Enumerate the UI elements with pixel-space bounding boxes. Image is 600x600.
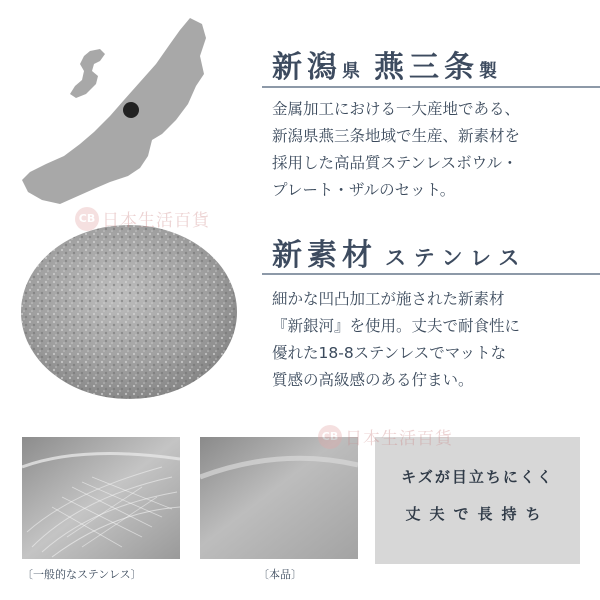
paragraph1-line: 新潟県燕三条地域で生産、新素材を: [272, 127, 521, 145]
regular-stainless-photo: [22, 437, 180, 559]
watermark: [75, 206, 210, 231]
feature-line-scratch-resistant: キズが目立ちにくく: [401, 468, 554, 486]
watermark-text: 日本生活百貨: [345, 429, 453, 449]
product-stainless-photo: [200, 437, 358, 559]
heading1-prefecture: 県: [342, 61, 362, 82]
feature-line-durable: 丈夫で長持ち: [405, 505, 550, 523]
paragraph1-line: 金属加工における一大産地である、: [272, 100, 521, 118]
heading1-underline: [262, 86, 600, 88]
niigata-map-icon: [20, 16, 240, 206]
heading2-new-material: 新素材: [272, 238, 377, 273]
stainless-texture-image: [20, 224, 238, 400]
sado-island-shape: [70, 49, 105, 98]
heading1-tsubame-sanjo: 燕三条: [374, 50, 479, 85]
heading1-made: 製: [479, 61, 499, 82]
paragraph-material: [272, 286, 594, 394]
heading-new-material-stainless: [272, 230, 527, 274]
paragraph2-line: 細かな凹凸加工が施された新素材: [272, 290, 505, 308]
watermark: [318, 424, 453, 449]
heading2-underline: [262, 273, 600, 275]
caption-regular-stainless: 〔一般的なステンレス〕: [22, 568, 142, 581]
heading2-stainless: ステンレス: [385, 246, 528, 270]
watermark-text: 日本生活百貨: [102, 211, 210, 231]
paragraph1-line: プレート・ザルのセット。: [272, 181, 456, 199]
caption-product: 〔本品〕: [258, 568, 302, 581]
watermark-logo: CB: [75, 207, 99, 231]
paragraph2-line: 『新銀河』を使用。丈夫で耐食性に: [272, 317, 521, 335]
mainland-shape: [22, 18, 206, 204]
heading-niigata-tsubame-sanjo: [272, 42, 499, 86]
paragraph2-line: 優れた18-8ステンレスでマットな: [272, 344, 507, 362]
paragraph1-line: 採用した高品質ステンレスボウル・: [272, 154, 518, 172]
paragraph2-line: 質感の高級感のある佇まい。: [272, 371, 474, 389]
heading1-niigata: 新潟: [272, 50, 342, 85]
watermark-logo: CB: [318, 425, 342, 449]
feature-text: [375, 466, 580, 524]
paragraph-origin: [272, 96, 594, 204]
location-dot-icon: [123, 102, 139, 118]
